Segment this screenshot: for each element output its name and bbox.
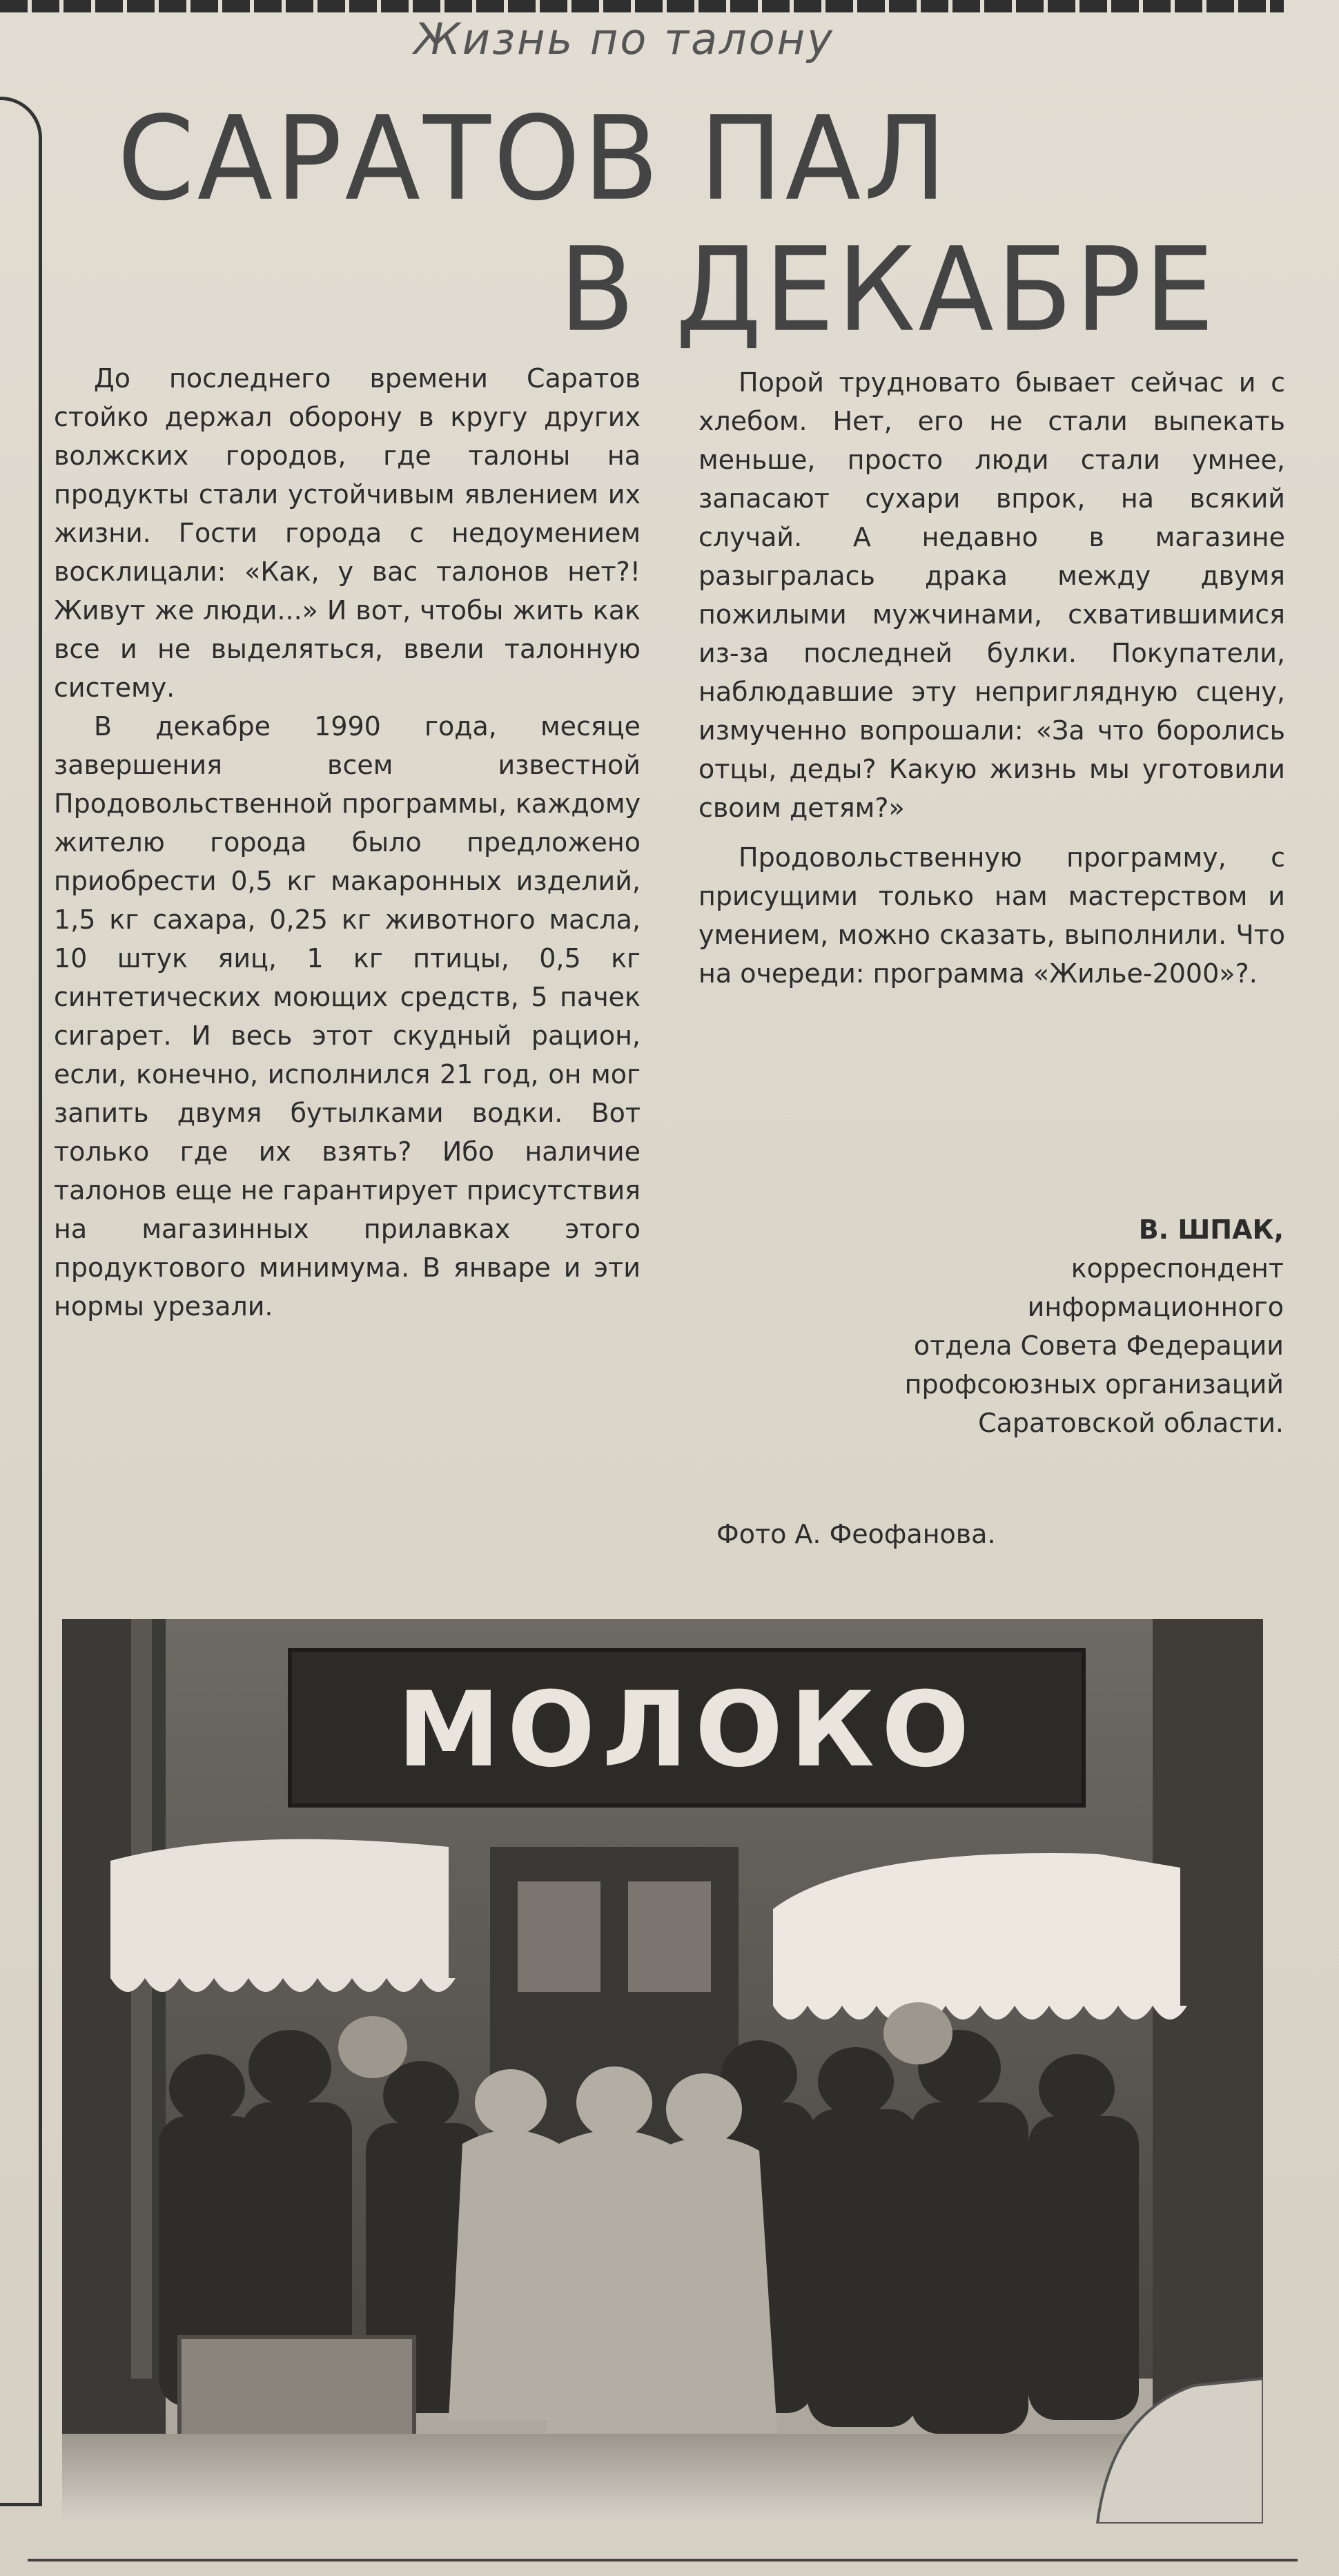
byline-title: информационного <box>1027 1292 1284 1322</box>
shop-sign-text: МОЛОКО <box>397 1670 977 1790</box>
paragraph: В декабре 1990 года, месяце завершения всем известной Продовольственной программы, каждому жителю города было предложено приобрести 0,5 кг макаронных изделий, 1,5 кг сахара, 0,25 кг животного масла, 10 штук яиц, 1 кг птицы, 0,5 кг синтетических моющих средств, 5 пачек сигарет. И весь этот скудный рацион, если, конечно, исполнился 21 год, он мог запить двумя бутылками водки. Вот только где их взять? Ибо наличие талонов еще не гарантирует присутствия на магазинных прилавках этого продуктового минимума. В январе и эти нормы урезали. <box>54 711 641 1321</box>
column-frame-border <box>0 97 42 2506</box>
bottom-rule <box>28 2559 1298 2562</box>
paragraph: Порой трудновато бывает сейчас и с хлебом. Нет, его не стали выпекать меньше, просто люди стали умнее, запасают сухари впрок, на всякий случай. А недавно в магазине разыгралась драка между двумя пожилыми мужчинами, схватившимися из-за последней булки. Покупатели, наблюдавшие эту неприглядную сцену, измученно вопрошали: «За что боролись отцы, деды? Какую жизнь мы уготовили своим детям?» <box>698 367 1285 823</box>
byline-title: отдела Совета Федерации <box>913 1330 1284 1361</box>
byline <box>676 1210 1284 1442</box>
paragraph: До последнего времени Саратов стойко держал оборону в кругу других волжских городов, где талоны на продукты стали устойчивым явлением их жизни. Гости города с недоумением восклицали: «Как, у вас талонов нет?! Живут же люди...» И вот, чтобы жить как все и не выделяться, ввели талонную систему. <box>54 363 641 703</box>
byline-author: В. ШПАК, <box>1138 1214 1284 1245</box>
photo-credit: Фото А. Феофанова. <box>716 1519 996 1549</box>
news-photo <box>62 1619 1263 2524</box>
byline-title: корреспондент <box>1071 1253 1284 1284</box>
rubric-label: Жизнь по талону <box>414 14 834 64</box>
byline-title: профсоюзных организаций <box>904 1369 1284 1400</box>
milk-shop-queue-photo <box>62 1619 1263 2524</box>
article-left-column <box>54 359 641 1326</box>
headline-line-2: В ДЕКАБРЕ <box>559 222 1218 358</box>
headline-line-1: САРАТОВ ПАЛ <box>117 90 950 226</box>
masthead-fragment <box>0 0 1284 12</box>
paragraph: Продовольственную программу, с присущими только нам мастерством и умением, можно сказать, выполнили. Что на очереди: программа «Жилье-2000»?. <box>698 842 1285 989</box>
byline-title: Саратовской области. <box>978 1408 1284 1438</box>
article-right-column <box>698 363 1285 993</box>
